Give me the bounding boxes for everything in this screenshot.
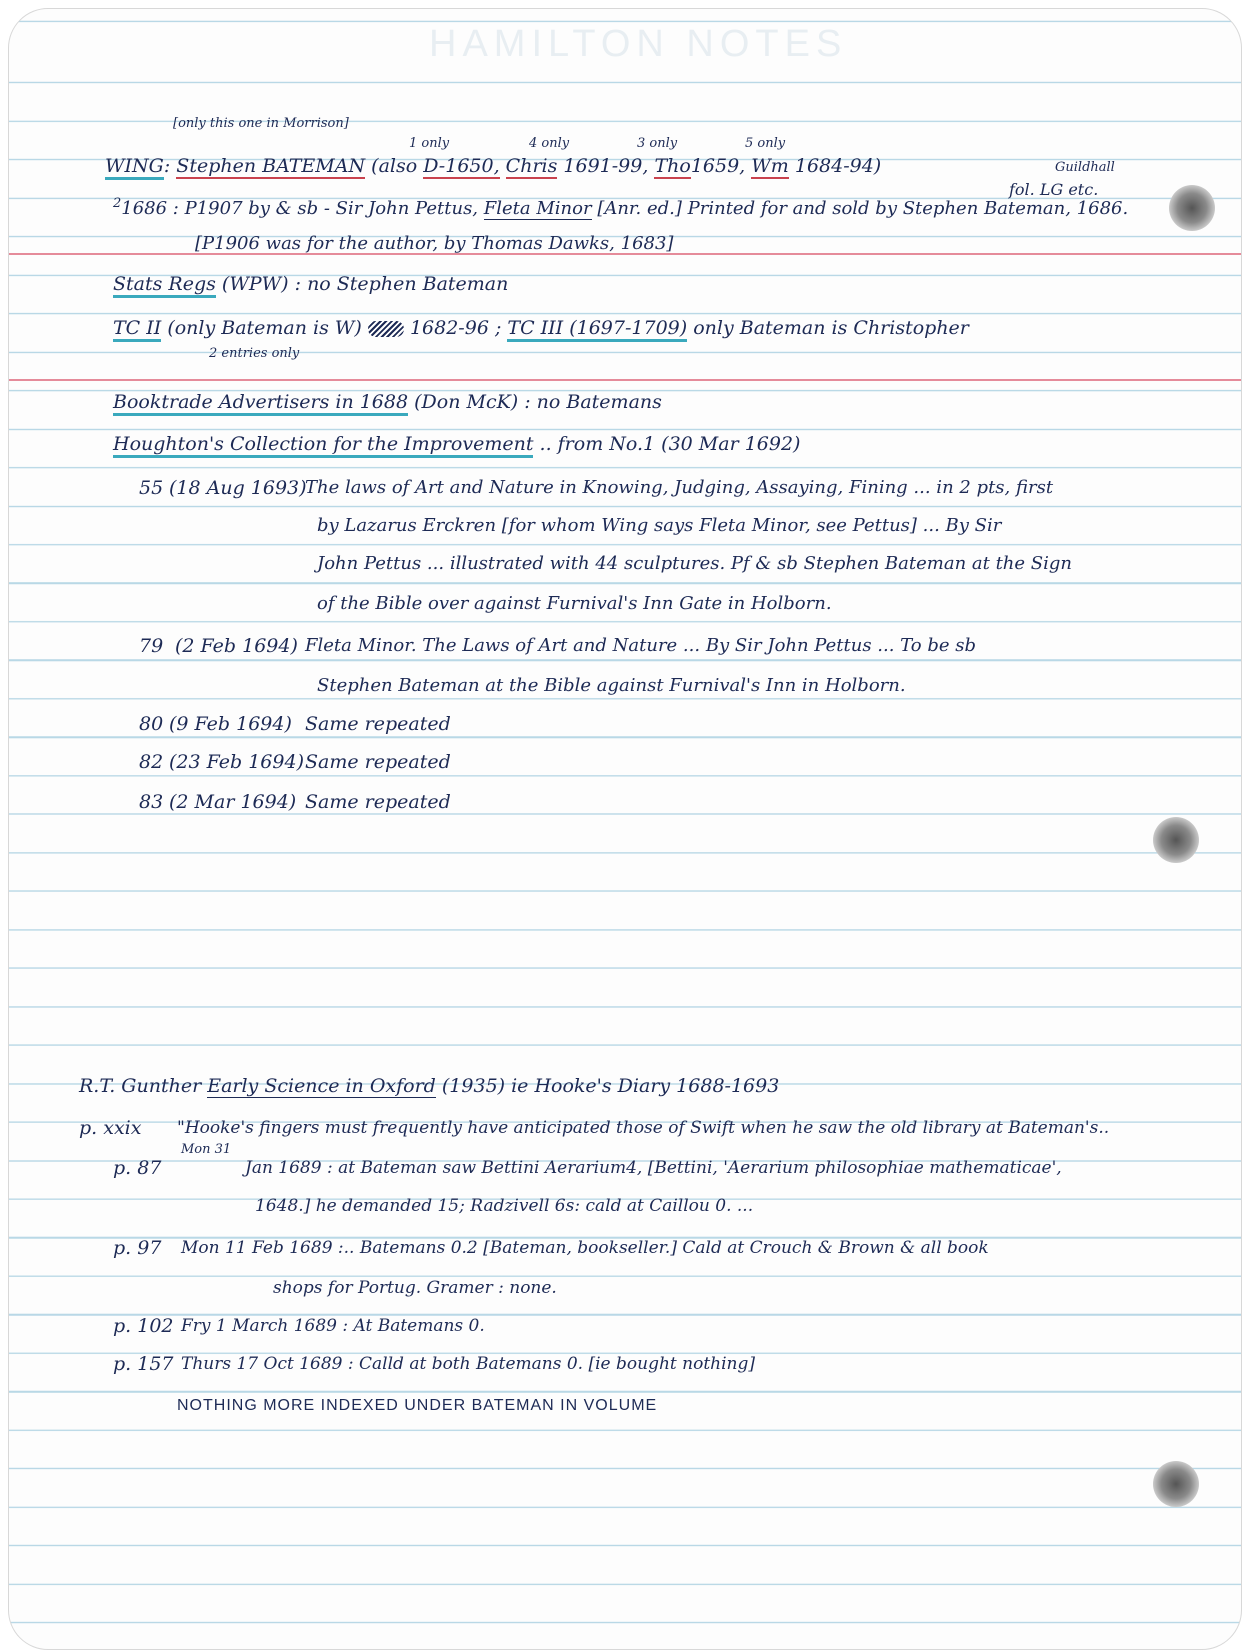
tc2-sub-note: 2 entries only	[209, 346, 300, 361]
houghton-entry-line: Stephen Bateman at the Bible against Furnival's Inn in Holborn.	[317, 675, 906, 696]
gunther-entry-prefix: Mon 31	[181, 1142, 232, 1157]
gunther-entry-page: p. 157	[113, 1353, 174, 1375]
houghton-entry-date: (2 Feb 1694)	[175, 635, 298, 657]
gunther-entry-page: p. 102	[113, 1315, 174, 1337]
wing-guildhall-note: Guildhall	[1055, 160, 1115, 175]
houghton-entry-line: The laws of Art and Nature in Knowing, Judging, Assaying, Fining ... in 2 pts, first	[305, 477, 1054, 498]
gunther-rest: (1935) ie Hooke's Diary 1688-1693	[441, 1075, 780, 1097]
tc3-rest: only Bateman is Christopher	[693, 317, 969, 339]
punch-hole-bottom	[1153, 1461, 1199, 1507]
houghton-entry-line: by Lazarus Erckren [for whom Wing says Fleta Minor, see Pettus] ... By Sir	[317, 515, 1002, 536]
houghton-entry-num: 55	[139, 477, 164, 499]
houghton-rest: .. from No.1 (30 Mar 1692)	[539, 433, 801, 455]
wing-d-note: 1 only	[409, 136, 450, 151]
tc2-years: 1682-96 ;	[409, 317, 502, 339]
houghton-entry-line: Fleta Minor. The Laws of Art and Nature ... By Sir John Pettus ... To be sb	[305, 635, 976, 656]
gunther-entry-page: p. 87	[113, 1157, 162, 1179]
punch-hole-top	[1169, 185, 1215, 231]
gunther-entry-page: p. 97	[113, 1237, 162, 1259]
gunther-entry-line: Fry 1 March 1689 : At Batemans 0.	[181, 1316, 485, 1336]
wing-stephen: Stephen BATEMAN	[176, 155, 366, 177]
tc2-label: TC II	[113, 317, 161, 342]
wing-wm-range: 1684-94)	[794, 155, 882, 177]
wing-colon: :	[163, 155, 171, 177]
houghton-line	[113, 433, 800, 455]
houghton-entry-line: Same repeated	[305, 751, 451, 773]
houghton-entry-num: 82	[139, 751, 164, 773]
wing-tho-range: 1659,	[690, 155, 746, 177]
wing-chris-range: 1691-99,	[563, 155, 649, 177]
wing-chris: Chris	[505, 155, 558, 177]
gunther-entry-page: p. xxix	[79, 1117, 142, 1139]
booktrade-line	[113, 391, 662, 413]
houghton-entry-date: (2 Mar 1694)	[169, 791, 297, 813]
wing-also: (also	[371, 155, 418, 177]
wing-fol-note: fol. LG etc.	[1009, 180, 1099, 199]
stats-regs-label: Stats Regs	[113, 273, 216, 298]
gunther-title: Early Science in Oxford	[207, 1075, 436, 1097]
gunther-entry-line: Mon 11 Feb 1689 :.. Batemans 0.2 [Bateman, bookseller.] Cald at Crouch & Brown & all book	[181, 1238, 989, 1258]
tc-line	[113, 317, 969, 339]
houghton-entry-date: (18 Aug 1693)	[169, 477, 307, 499]
houghton-entry-line: Same repeated	[305, 713, 451, 735]
wing-morrison-note: [only this one in Morrison]	[173, 116, 349, 131]
wing-wm-note: 5 only	[745, 136, 786, 151]
booktrade-label: Booktrade Advertisers in 1688	[113, 391, 408, 416]
wing-d-range: D-1650,	[423, 155, 500, 177]
houghton-entry-date: (9 Feb 1694)	[169, 713, 292, 735]
houghton-entry-date: (23 Feb 1694)	[169, 751, 304, 773]
wing-tho-note: 3 only	[637, 136, 678, 151]
punch-hole-middle	[1153, 817, 1199, 863]
stats-regs-rest: (WPW) : no Stephen Bateman	[221, 273, 509, 295]
gunther-entry-line: 1648.] he demanded 15; Radzivell 6s: cald at Caillou 0. ...	[255, 1196, 754, 1216]
houghton-entry-line: John Pettus ... illustrated with 44 sculptures. Pf & sb Stephen Bateman at the Sign	[317, 553, 1072, 574]
houghton-entry-line: of the Bible over against Furnival's Inn Gate in Holborn.	[317, 593, 832, 614]
faint-header-text: HAMILTON NOTES	[429, 23, 848, 65]
houghton-entry-num: 79	[139, 635, 164, 657]
tc2-note: (only Bateman is W)	[167, 317, 362, 339]
wing-line	[105, 155, 881, 177]
entry-1686-title: Fleta Minor	[483, 198, 592, 219]
houghton-entry-line: Same repeated	[305, 791, 451, 813]
wing-label: WING	[105, 155, 164, 180]
gunther-line	[79, 1075, 779, 1097]
gunther-entry-line: shops for Portug. Gramer : none.	[273, 1278, 557, 1298]
gunther-author: R.T. Gunther	[79, 1075, 202, 1097]
tc3-label: TC III (1697-1709)	[507, 317, 687, 342]
entry-1686-p1906: [P1906 was for the author, by Thomas Dawks, 1683]	[195, 233, 674, 254]
houghton-label: Houghton's Collection for the Improvement	[113, 433, 533, 458]
stats-regs-line	[113, 273, 508, 295]
entry-1686-rest: [Anr. ed.] Printed for and sold by Stephen Bateman, 1686.	[597, 198, 1129, 219]
entry-1686-sup: 2	[113, 196, 122, 211]
gunther-entry-line: Jan 1689 : at Bateman saw Bettini Aerarium4, [Bettini, 'Aerarium philosophiae mathematicae',	[245, 1158, 1062, 1178]
wing-chris-note: 4 only	[529, 136, 570, 151]
notebook-page	[8, 8, 1242, 1650]
footer-caps-note: NOTHING MORE INDEXED UNDER BATEMAN IN VOLUME	[177, 1397, 658, 1414]
houghton-entry-num: 83	[139, 791, 164, 813]
wing-wm: Wm	[751, 155, 789, 177]
scribble-mark	[368, 321, 404, 337]
entry-1686-text: 1686 : P1907 by & sb - Sir John Pettus,	[121, 198, 479, 219]
entry-1686-line	[113, 197, 1128, 220]
booktrade-rest: (Don McK) : no Batemans	[414, 391, 662, 413]
gunther-entry-line: Thurs 17 Oct 1689 : Calld at both Batemans 0. [ie bought nothing]	[181, 1354, 755, 1374]
wing-tho: Tho	[654, 155, 691, 177]
houghton-entry-num: 80	[139, 713, 164, 735]
gunther-entry-line: "Hooke's fingers must frequently have anticipated those of Swift when he saw the old library at Bateman's..	[177, 1118, 1110, 1138]
red-margin-line-middle	[9, 379, 1241, 381]
